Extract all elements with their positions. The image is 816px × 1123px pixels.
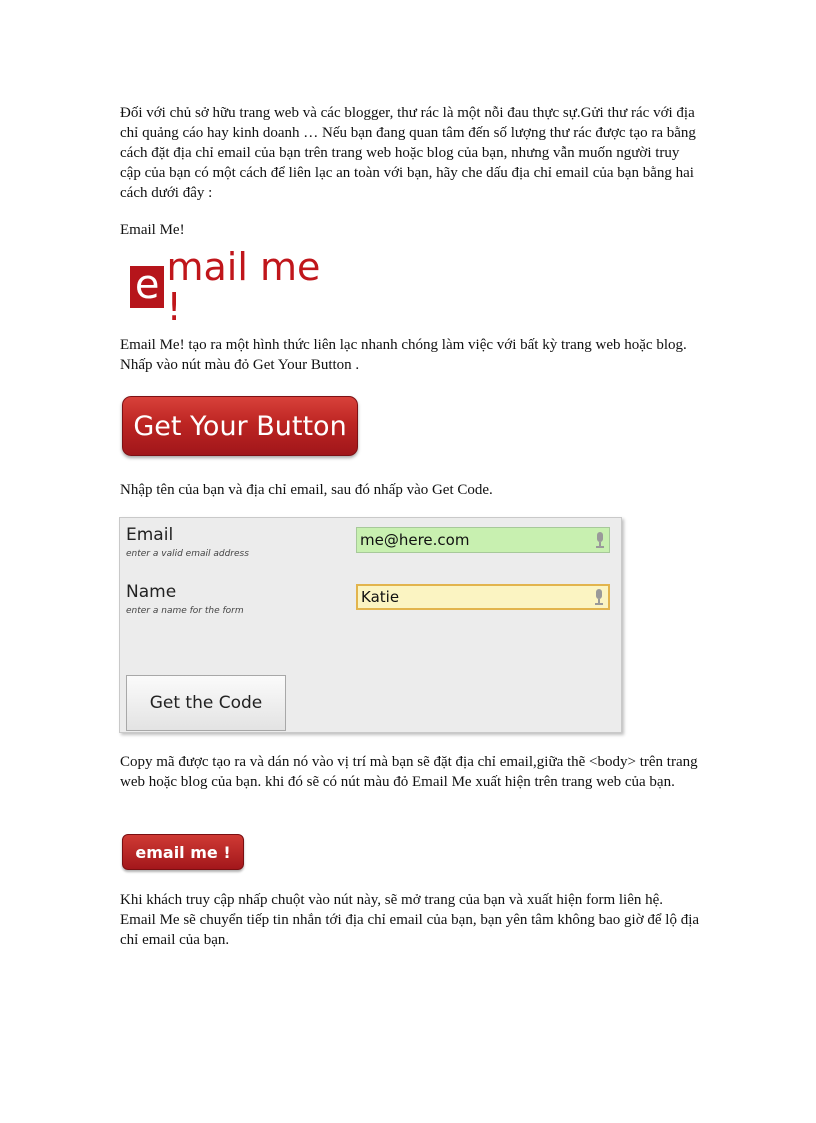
email-me-logo bbox=[122, 245, 340, 329]
email-me-button[interactable]: email me ! bbox=[122, 834, 244, 870]
get-the-code-button[interactable]: Get the Code bbox=[126, 675, 286, 731]
logo-text: mail me ! bbox=[166, 245, 321, 329]
microphone-icon[interactable] bbox=[595, 589, 603, 605]
email-field-value: me@here.com bbox=[360, 531, 470, 549]
description-paragraph: Email Me! tạo ra một hình thức liên lạc nhanh chóng làm việc với bất kỳ trang web hoặc blog. Nhấp vào nút màu đỏ Get Your Button . bbox=[120, 337, 687, 373]
name-label: Name bbox=[126, 582, 177, 602]
microphone-icon[interactable] bbox=[596, 532, 604, 548]
get-your-button[interactable]: Get Your Button bbox=[122, 396, 358, 456]
logo-e-letter: e bbox=[130, 266, 164, 308]
email-me-heading: Email Me! bbox=[120, 222, 185, 238]
name-field-value: Katie bbox=[361, 588, 400, 606]
email-field[interactable] bbox=[356, 527, 610, 553]
instruction-paragraph: Nhập tên của bạn và địa chỉ email, sau đó nhấp vào Get Code. bbox=[120, 482, 493, 498]
email-label: Email bbox=[126, 525, 174, 545]
intro-paragraph: Đối với chủ sở hữu trang web và các blogger, thư rác là một nỗi đau thực sự.Gửi thư rác với địa chỉ quảng cáo hay kinh doanh … Nếu bạn đang quan tâm đến số lượng thư rác được tạo ra bằng cách đặt địa chỉ email của bạn trên trang web hoặc blog của bạn, nhưng vẫn muốn người truy cập của bạn có một cách để liên lạc an toàn với bạn, hãy che dấu địa chỉ email của bạn bằng hai cách dưới đây : bbox=[120, 105, 696, 201]
closing-paragraph: Khi khách truy cập nhấp chuột vào nút này, sẽ mở trang của bạn và xuất hiện form liên hệ. Email Me sẽ chuyển tiếp tin nhắn tới địa chỉ email của bạn, bạn yên tâm không bao giờ để lộ địa chỉ email của bạn. bbox=[120, 892, 700, 948]
name-hint: enter a name for the form bbox=[126, 606, 244, 616]
copy-code-paragraph: Copy mã được tạo ra và dán nó vào vị trí mà bạn sẽ đặt địa chỉ email,giữa thẽ <body> trên trang web hoặc blog của bạn. khi đó sẽ có nút màu đỏ Email Me xuất hiện trên trang web của bạn. bbox=[120, 754, 698, 790]
email-hint: enter a valid email address bbox=[126, 549, 249, 559]
name-field[interactable] bbox=[356, 584, 610, 610]
email-form-screenshot bbox=[119, 517, 622, 733]
